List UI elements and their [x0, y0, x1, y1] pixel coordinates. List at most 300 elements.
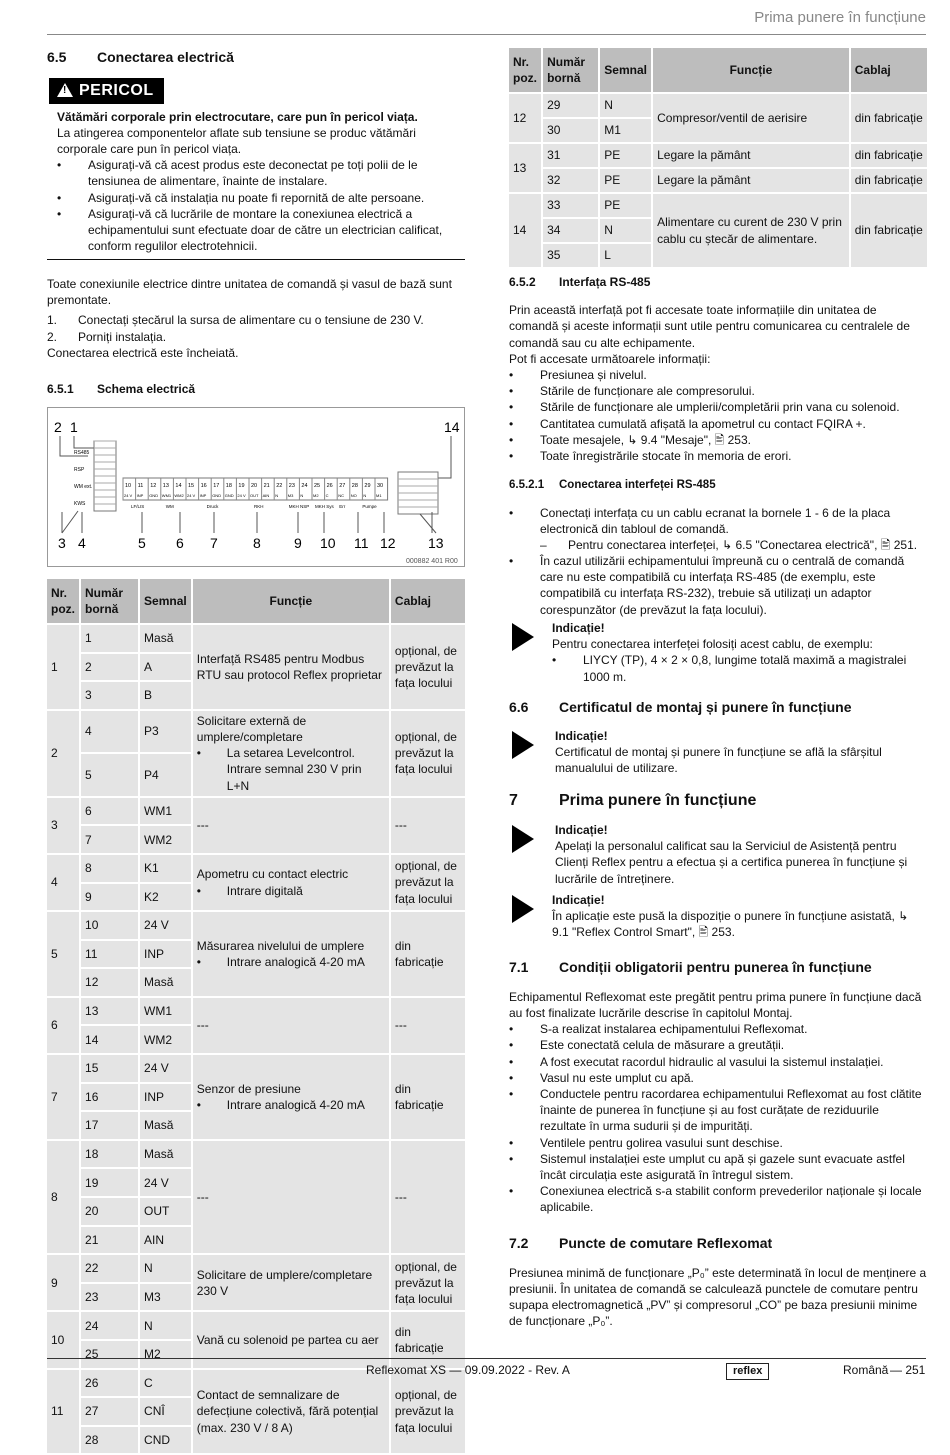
cell-signal: N — [140, 1255, 191, 1282]
terminal-table-right — [507, 46, 929, 269]
cell-terminal: 12 — [81, 969, 138, 996]
section-6-5 — [47, 48, 465, 67]
cell-signal: B — [140, 682, 191, 709]
cell-signal: Masă — [140, 969, 191, 996]
note-arrow-icon — [512, 623, 534, 651]
list-item: • Este conectată celula de măsurare a greutății. — [509, 1037, 927, 1053]
pin-signal: GND — [149, 493, 159, 498]
table-row — [47, 998, 465, 1025]
cell-signal: CND — [140, 1427, 191, 1454]
cell-signal: WM2 — [140, 1026, 191, 1053]
list-item: • Presiunea și nivelul. — [509, 367, 927, 383]
block-label: Err — [339, 504, 346, 509]
cell-cabling: din fabricație — [851, 144, 927, 167]
col-header: Cablaj — [391, 579, 465, 623]
heading-6-6: 6.6 Certificatul de montaj și punere în funcțiune — [509, 699, 852, 715]
table-row — [47, 1055, 465, 1082]
cell-terminal: 4 — [81, 711, 138, 752]
pin-signal: GND — [224, 493, 234, 498]
heading-7-1: 7.1 Condiții obligatorii pentru punerea în funcțiune — [509, 959, 872, 975]
note-arrow-icon — [512, 895, 534, 923]
footer-page: — 251 — [890, 1363, 926, 1377]
col-header: Număr bornă — [81, 579, 138, 623]
note-certificate — [555, 728, 927, 777]
table-row — [47, 798, 465, 825]
cell-poz: 13 — [509, 144, 541, 192]
block-label: LF/LIS — [131, 504, 145, 509]
cell-cabling: din fabricație — [391, 1312, 465, 1367]
pin-number: 26 — [326, 483, 333, 489]
callout-label: 8 — [253, 535, 261, 551]
step-item: 1. Conectați ștecărul la sursa de alimentare cu o tensiune de 230 V. — [47, 313, 424, 328]
cell-cabling: opțional, de prevăzut la fața locului — [391, 1255, 465, 1310]
col-header: Nr. poz. — [509, 48, 541, 92]
col-header: Cablaj — [851, 48, 927, 92]
block-label: MKH NSP — [288, 504, 310, 509]
cell-terminal: 20 — [81, 1198, 138, 1225]
note-text: Certificatul de montaj și punere în funcțiune se află la sfârșitul manualului de utilizare. — [555, 745, 882, 776]
terminal-table-left — [45, 577, 467, 1455]
cell-terminal: 8 — [81, 855, 138, 882]
cell-terminal: 21 — [81, 1227, 138, 1254]
section-7-1 — [509, 958, 927, 1216]
cell-signal: P3 — [140, 711, 191, 752]
pin-signal: M2 — [313, 493, 319, 498]
function-text: Solicitare externă de umplere/completare — [196, 713, 307, 744]
table-row — [47, 1141, 465, 1168]
cell-signal: PE — [600, 144, 651, 167]
section-7 — [509, 790, 927, 812]
rs485-list — [509, 367, 927, 464]
function-bullet: • Intrare analogică 4-20 mA — [196, 1097, 365, 1112]
note-text: În aplicație este pusă la dispoziție o punere în funcțiune asistată, ↳ 9.1 "Reflex Control Smart", 🖹 253. — [552, 909, 909, 940]
pin-number: 19 — [238, 483, 245, 489]
intro-text: Toate conexiunile electrice dintre unitatea de comandă și vasul de bază sunt premontate. — [47, 277, 452, 308]
cell-function — [193, 855, 389, 910]
cell-cabling: opțional, de prevăzut la fața locului — [391, 625, 465, 709]
cell-terminal: 5 — [81, 754, 138, 795]
callout-label: 9 — [294, 535, 302, 551]
function-text: Senzor de presiune — [196, 1081, 301, 1096]
pin-number: 28 — [351, 483, 358, 489]
cell-terminal: 15 — [81, 1055, 138, 1082]
list-item: • Toate mesajele, ↳ 9.4 "Mesaje", 🖹 253. — [509, 432, 927, 448]
pin-number: 25 — [314, 483, 321, 489]
cell-signal: K2 — [140, 884, 191, 911]
footer-doc: Reflexomat XS — 09.09.2022 - Rev. A — [366, 1363, 570, 1377]
pin-signal: INP — [199, 493, 207, 498]
callout-label: 2 — [54, 419, 62, 435]
cell-signal: Masă — [140, 625, 191, 652]
table-row — [509, 194, 927, 217]
cell-poz: 4 — [47, 855, 79, 910]
function-text: Interfață RS485 pentru Modbus RTU sau protocol Reflex proprietar — [196, 651, 382, 682]
terminal-table — [45, 577, 467, 1455]
wiring-diagram — [47, 407, 465, 567]
leader-line — [438, 436, 451, 478]
cell-signal: Masă — [140, 1112, 191, 1139]
note-qualified — [555, 822, 927, 887]
list-item: • Conectați interfața cu un cablu ecranat la bornele 1 - 6 de la placa electronică din tabloul de comandă. – Pentru conectarea interfeței, ↳ 6.5 "Conectarea electrică", 🖹 251. — [509, 505, 927, 554]
cell-function — [193, 711, 389, 796]
list-item: • Cantitatea cumulată afișată la apometrul cu contact FQIRA +. — [509, 416, 927, 432]
callout-label: 10 — [320, 535, 336, 551]
cell-poz: 1 — [47, 625, 79, 709]
cell-signal: N — [600, 219, 651, 242]
cell-function — [193, 1141, 389, 1253]
terminal-label: WM ext. — [74, 484, 93, 490]
cell-terminal: 27 — [81, 1398, 138, 1425]
col-header: Număr bornă — [543, 48, 598, 92]
cell-cabling: opțional, de prevăzut la fața locului — [391, 711, 465, 796]
cell-function — [193, 1255, 389, 1310]
list-item: • Asigurați-vă că acest produs este deconectat pe toți polii de le tensiunea de alimentare, înainte de instalare. — [57, 157, 465, 189]
callout-label: 3 — [58, 535, 66, 551]
cell-signal: OUT — [140, 1198, 191, 1225]
cell-signal: N — [600, 94, 651, 117]
pin-number: 30 — [377, 483, 384, 489]
function-text: Solicitare de umplere/completare 230 V — [196, 1267, 373, 1298]
callout-label: 6 — [176, 535, 184, 551]
cell-signal: M2 — [140, 1341, 191, 1368]
cell-signal: PE — [600, 194, 651, 217]
heading-6-5-2: 6.5.2 Interfața RS-485 — [509, 275, 651, 289]
heading-6-5: 6.5 Conectarea electrică — [47, 49, 234, 65]
table-row — [47, 1255, 465, 1282]
danger-list — [57, 157, 465, 254]
section-6-5-2 — [509, 274, 927, 464]
note-arrow-icon — [512, 825, 534, 853]
list-item: • Vasul nu este umplut cu apă. — [509, 1070, 927, 1086]
pin-number: 23 — [288, 483, 295, 489]
callout-label: 11 — [354, 535, 369, 551]
pin-number: 10 — [125, 483, 132, 489]
cell-terminal: 11 — [81, 941, 138, 968]
terminal-label: RS485 — [74, 450, 90, 456]
cell-terminal: 33 — [543, 194, 598, 217]
pin-number: 14 — [175, 483, 182, 489]
cell-terminal: 6 — [81, 798, 138, 825]
cell-cabling: --- — [391, 798, 465, 853]
done-text: Conectarea electrică este încheiată. — [47, 345, 239, 360]
cell-poz: 9 — [47, 1255, 79, 1310]
danger-rule — [47, 259, 465, 260]
table-row — [47, 855, 465, 882]
list-item: • Asigurați-vă că lucrările de montare la conexiunea electrică a echipamentului sunt efectuate doar de către un electrician calificat, conform regulilor electrotehnicii. — [57, 206, 465, 255]
pin-number: 24 — [301, 483, 308, 489]
rs485-text: Prin această interfață pot fi accesate toate informațiile din unitatea de comandă și aceste informații sunt utile pentru comunicarea cu centralele de comandă sau cu alte echipamente. — [509, 303, 910, 350]
intro-block — [47, 276, 465, 361]
callout-label: 1 — [70, 419, 78, 435]
pin-number: 15 — [188, 483, 195, 489]
function-text: --- — [196, 1018, 209, 1033]
cell-poz: 2 — [47, 711, 79, 796]
cell-terminal: 24 — [81, 1312, 138, 1339]
cell-signal: WM1 — [140, 998, 191, 1025]
list-item: • A fost executat racordul hidraulic al vasului la sistemul instalației. — [509, 1054, 927, 1070]
cell-signal: 24 V — [140, 912, 191, 939]
col-header: Funcție — [193, 579, 389, 623]
cell-signal: Masă — [140, 1141, 191, 1168]
pin-signal: NO — [350, 493, 357, 498]
cell-terminal: 26 — [81, 1370, 138, 1397]
table-row — [47, 912, 465, 939]
section-6-6 — [509, 698, 927, 717]
list-item: • Ventilele pentru golirea vasului sunt deschise. — [509, 1135, 927, 1151]
cell-signal: WM2 — [140, 826, 191, 853]
cell-signal: N — [140, 1312, 191, 1339]
cell-terminal: 25 — [81, 1341, 138, 1368]
cell-signal: 24 V — [140, 1055, 191, 1082]
danger-box — [47, 78, 465, 260]
cell-terminal: 14 — [81, 1026, 138, 1053]
pin-number: 29 — [364, 483, 371, 489]
cell-terminal: 9 — [81, 884, 138, 911]
cell-cabling: opțional, de prevăzut la fața locului — [391, 855, 465, 910]
list-item: • Conductele pentru racordarea echipamentului Reflexomat au fost clătite înainte de punerea în funcțiune și au fost curățate de reziduurile rezultate în urma sudurii și de impurități. — [509, 1086, 927, 1135]
cell-terminal: 18 — [81, 1141, 138, 1168]
note-title: Indicație! — [552, 893, 605, 907]
pin-signal: N — [275, 493, 279, 498]
pin-signal: 24 V — [237, 493, 246, 498]
function-text: --- — [196, 1189, 209, 1204]
block-label: MKH Sys — [315, 504, 334, 509]
pin-signal: NC — [338, 493, 344, 498]
pin-signal: WM2 — [174, 493, 184, 498]
conditions-text: Echipamentul Reflexomat este pregătit pentru prima punere în funcțiune dacă au fost finalizate lucrările descrise în capitolul Montaj. — [509, 989, 922, 1021]
pin-signal: N — [363, 493, 367, 498]
cell-signal: M3 — [140, 1284, 191, 1311]
cell-terminal: 7 — [81, 826, 138, 853]
cell-function — [193, 1312, 389, 1367]
warning-icon — [57, 83, 73, 97]
switch-points-text: Presiunea minimă de funcționare „P₀” este determinată în locul de menținere a presiunii. În unitatea de comandă se calculează punctele de comutare pentru supapa electromagnetică „PV” și compresorul „CO” pe baza presiunii minime de funcționare „P₀”. — [509, 1265, 927, 1329]
leader-line — [74, 436, 94, 448]
cell-signal: P4 — [140, 754, 191, 795]
cell-function: Alimentare cu curent de 230 V prin cablu cu ștecăr de alimentare. — [653, 194, 849, 267]
cell-signal: PE — [600, 169, 651, 192]
cell-terminal: 28 — [81, 1427, 138, 1454]
cell-function: Legare la pământ — [653, 169, 849, 192]
footer-logo: reflex — [726, 1362, 769, 1380]
cell-function — [193, 1055, 389, 1139]
note-title: Indicație! — [555, 823, 608, 837]
pin-number: 27 — [339, 483, 346, 489]
cell-terminal: 31 — [543, 144, 598, 167]
page-header-title: Prima punere în funcțiune — [754, 9, 926, 26]
danger-label: !PERICOL — [49, 78, 164, 104]
pin-number: 16 — [200, 483, 207, 489]
step-item: 2. Porniți instalația. — [47, 329, 167, 344]
cell-poz: 5 — [47, 912, 79, 996]
section-6-5-1 — [47, 381, 465, 397]
danger-text: La atingerea componentelor aflate sub tensiune se produc vătămări corporale care pun în pericol viața. — [57, 125, 416, 156]
cell-signal: K1 — [140, 855, 191, 882]
cell-function — [193, 998, 389, 1053]
table-row — [509, 169, 927, 192]
cell-terminal: 34 — [543, 219, 598, 242]
cell-function — [193, 625, 389, 709]
rs485-text-b: Pot fi accesate următoarele informații: — [509, 351, 711, 366]
cell-function — [193, 912, 389, 996]
conditions-list — [509, 1021, 927, 1215]
cell-terminal: 23 — [81, 1284, 138, 1311]
list-item: • S-a realizat instalarea echipamentului Reflexomat. — [509, 1021, 927, 1037]
note-text: Apelați la personalul calificat sau la Serviciul de Asistență pentru Clienți Reflex pentru a efectua și a certifica punerea în funcțiune și lucrările de întreținere. — [555, 839, 908, 886]
pin-number: 13 — [162, 483, 169, 489]
table-row — [509, 94, 927, 117]
cell-terminal: 16 — [81, 1084, 138, 1111]
cell-cabling: din fabricație — [391, 912, 465, 996]
list-item: • În cazul utilizării echipamentului împreună cu o centrală de comandă care nu este compatibilă cu interfața RS-485 (de exemplu, este compatibilă cu interfața RS-232), trebuie să utilizați un adaptor corespunzător (de prevăzut la fața locului). — [509, 553, 927, 618]
col-header: Funcție — [653, 48, 849, 92]
cell-poz: 7 — [47, 1055, 79, 1139]
function-text: Măsurarea nivelului de umplere — [196, 938, 365, 953]
connect-list — [509, 505, 927, 618]
note-arrow-icon — [512, 731, 534, 759]
diagram-code: 000882 401 R00 — [406, 558, 458, 565]
note-interface — [552, 620, 927, 685]
cell-terminal: 30 — [543, 119, 598, 142]
cell-signal: M1 — [600, 119, 651, 142]
cell-poz: 10 — [47, 1312, 79, 1367]
cell-poz: 8 — [47, 1141, 79, 1253]
block-label: WM — [165, 504, 174, 509]
leader-line — [62, 511, 78, 533]
list-item: • Sistemul instalației este umplut cu apă și gazele sunt evacuate astfel încât circulația este asigurată în întregul sistem. — [509, 1151, 927, 1183]
cell-function — [193, 798, 389, 853]
pin-signal: C — [325, 493, 329, 498]
callout-label: 5 — [138, 535, 146, 551]
cell-function — [193, 1370, 389, 1454]
table-row — [509, 144, 927, 167]
cell-signal: L — [600, 244, 651, 267]
header-rule — [47, 34, 926, 35]
cell-cabling: din fabricație — [851, 169, 927, 192]
function-text: --- — [196, 818, 209, 833]
danger-bold: Vătămări corporale prin electrocutare, care pun în pericol viața. — [57, 109, 418, 124]
block-label: RKH — [254, 504, 264, 509]
cell-terminal: 22 — [81, 1255, 138, 1282]
list-item: • LIYCY (TP), 4 × 2 × 0,8, lungime totală maximă a magistralei 1000 m. — [552, 652, 927, 684]
callout-label: 12 — [380, 535, 396, 551]
callout-label: 14 — [444, 419, 460, 435]
table-row — [47, 1312, 465, 1339]
table-row — [47, 625, 465, 652]
list-item: • Asigurați-vă că instalația nu poate fi repornită de alte persoane. — [57, 190, 465, 206]
block-label: Pumpe — [362, 504, 377, 509]
cell-poz: 11 — [47, 1370, 79, 1454]
note-text: Pentru conectarea interfeței folosiți acest cablu, de exemplu: — [552, 637, 873, 652]
cell-signal: WM1 — [140, 798, 191, 825]
steps-list — [47, 312, 465, 344]
list-item: • Stările de funcționare ale umplerii/completării prin vana cu solenoid. — [509, 399, 927, 415]
col-header: Semnal — [140, 579, 191, 623]
section-7-2 — [509, 1234, 927, 1330]
terminal-label: RSP — [74, 467, 85, 473]
cell-terminal: 10 — [81, 912, 138, 939]
cell-signal: C — [140, 1370, 191, 1397]
cell-cabling: din fabricație — [851, 194, 927, 267]
cell-function: Compresor/ventil de aerisire — [653, 94, 849, 142]
cell-poz: 6 — [47, 998, 79, 1053]
callout-label: 13 — [428, 535, 444, 551]
callout-label: 4 — [78, 535, 86, 551]
heading-7: 7 Prima punere în funcțiune — [509, 792, 757, 809]
pin-signal: WM1 — [161, 493, 172, 498]
cell-cabling: din fabricație — [391, 1055, 465, 1139]
pin-signal: M1 — [376, 493, 382, 498]
pin-signal: AIN — [262, 493, 270, 498]
cell-cabling: --- — [391, 1141, 465, 1253]
cell-function: Legare la pământ — [653, 144, 849, 167]
cell-signal: INP — [140, 1084, 191, 1111]
cell-cabling: --- — [391, 998, 465, 1053]
list-item: • Conexiunea electrică s-a stabilit conform prevederilor naționale și locale aplicabile. — [509, 1183, 927, 1215]
cell-terminal: 17 — [81, 1112, 138, 1139]
pin-number: 21 — [263, 483, 270, 489]
heading-6-5-1: 6.5.1 Schema electrică — [47, 382, 196, 396]
cell-terminal: 3 — [81, 682, 138, 709]
function-bullet: • Intrare analogică 4-20 mA — [196, 954, 365, 969]
col-header: Nr. poz. — [47, 579, 79, 623]
cell-terminal: 32 — [543, 169, 598, 192]
pin-number: 17 — [213, 483, 220, 489]
heading-7-2: 7.2 Puncte de comutare Reflexomat — [509, 1235, 773, 1251]
pin-number: 11 — [137, 483, 144, 489]
cell-terminal: 35 — [543, 244, 598, 267]
function-bullet: • Intrare digitală — [196, 883, 303, 898]
cell-poz: 12 — [509, 94, 541, 142]
terminal-label: KWS — [74, 501, 86, 507]
sub-item: – Pentru conectarea interfeței, ↳ 6.5 "Conectarea electrică", 🖹 251. — [540, 537, 918, 552]
pin-number: 12 — [150, 483, 157, 489]
footer-rule — [47, 1358, 926, 1359]
pin-number: 18 — [225, 483, 232, 489]
cell-poz: 3 — [47, 798, 79, 853]
note-assisted — [552, 892, 927, 941]
leader-line — [420, 514, 436, 533]
pin-signal: N — [300, 493, 304, 498]
pin-number: 20 — [251, 483, 258, 489]
function-bullet: • La setarea Levelcontrol. Intrare semnal 230 V prin L+N — [196, 746, 362, 793]
function-text: Apometru cu contact electric — [196, 867, 349, 882]
block-label: Druck — [206, 504, 219, 509]
cell-signal: CNÎ — [140, 1398, 191, 1425]
cell-terminal: 1 — [81, 625, 138, 652]
note-title: Indicație! — [555, 729, 608, 743]
section-6-5-2-1 — [509, 478, 927, 618]
pin-number: 22 — [276, 483, 283, 489]
list-item: • Toate înregistrările stocate în memoria de erori. — [509, 448, 927, 464]
cell-cabling: opțional, de prevăzut la fața locului — [391, 1370, 465, 1454]
heading-6-5-2-1: 6.5.2.1 Conectarea interfeței RS-485 — [509, 479, 716, 491]
footer-lang: Română — [843, 1363, 889, 1377]
wiring-diagram-svg — [48, 408, 466, 568]
pin-signal: GND — [212, 493, 222, 498]
function-text: Contact de semnalizare de defecțiune colectivă, fără potențial (max. 230 V / 8 A) — [196, 1388, 379, 1435]
col-header: Semnal — [600, 48, 651, 92]
cell-poz: 14 — [509, 194, 541, 267]
cell-terminal: 13 — [81, 998, 138, 1025]
pin-signal: INP — [136, 493, 144, 498]
note-list — [552, 652, 927, 684]
cell-terminal: 29 — [543, 94, 598, 117]
pin-signal: OUT — [250, 493, 259, 498]
function-text: Vană cu solenoid pe partea cu aer — [196, 1332, 379, 1347]
cell-signal: 24 V — [140, 1169, 191, 1196]
terminal-table — [507, 46, 929, 269]
